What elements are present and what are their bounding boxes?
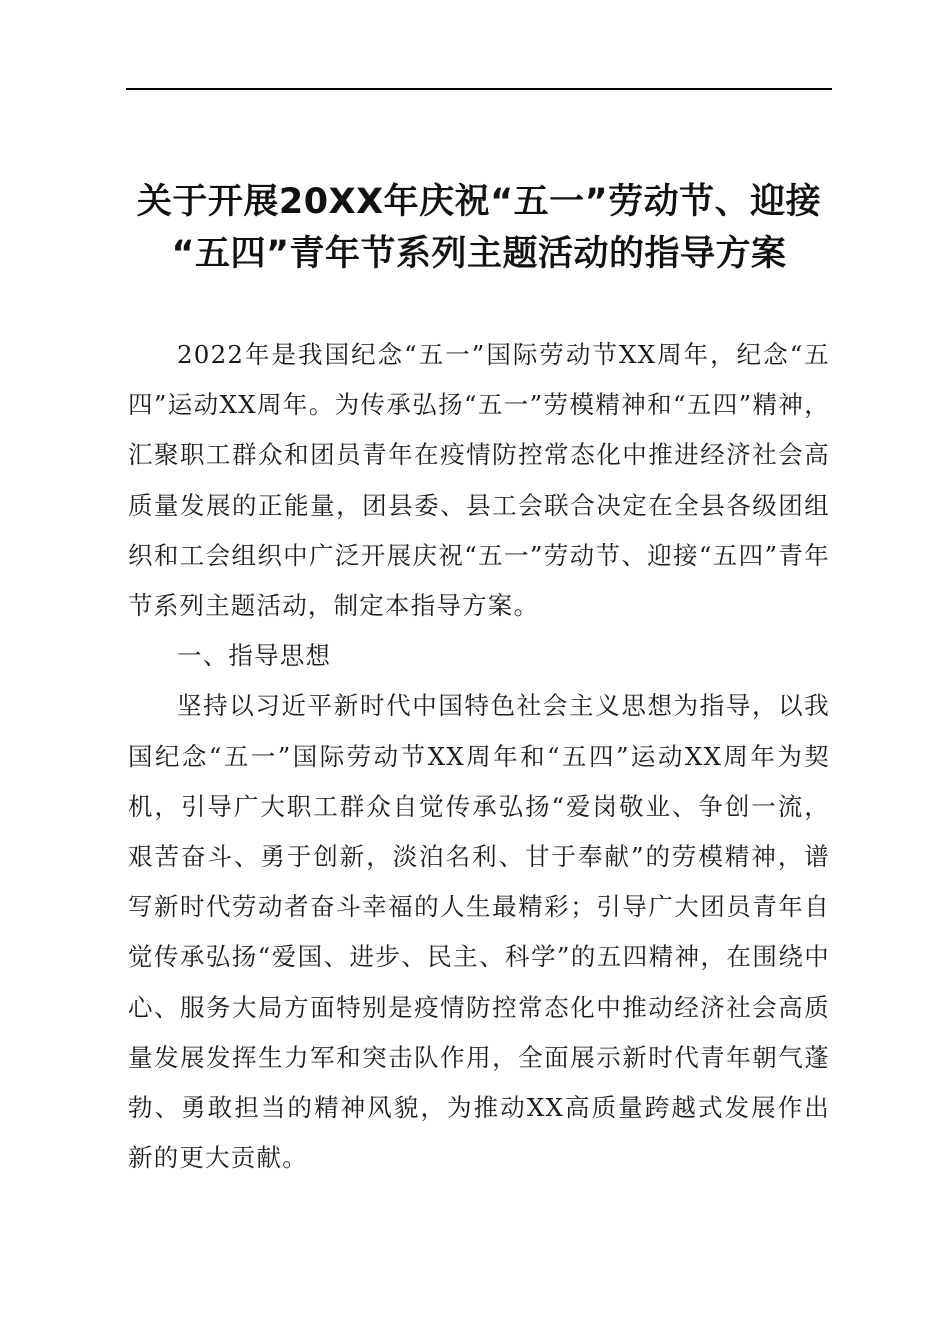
guiding-ideology-paragraph: 坚持以习近平新时代中国特色社会主义思想为指导，以我国纪念“五一”国际劳动节XX周年和“五四”运动XX周年为契机，引导广大职工群众自觉传承弘扬“爱岗敬业、争创一流，艰苦奋斗、勇于创新，淡泊名利、甘于奉献”的劳模精神，谱写新时代劳动者奋斗幸福的人生最精彩；引导广大团员青年自觉传承弘扬“爱国、进步、民主、科学”的五四精神，在围绕中心、服务大局方面特别是疫情防控常态化中推动经济社会高质量发展发挥生力军和突击队作用，全面展示新时代青年朝气蓬勃、勇敢担当的精神风貌，为推动XX高质量跨越式发展作出新的更大贡献。 [128, 691, 830, 1173]
document-body [128, 330, 830, 1183]
title-line-1: 关于开展20XX年庆祝“五一”劳动节、迎接 [136, 182, 822, 222]
title-line-2: “五四”青年节系列主题活动的指导方案 [171, 234, 787, 274]
intro-paragraph: 2022年是我国纪念“五一”国际劳动节XX周年，纪念“五四”运动XX周年。为传承弘扬“五一”劳模精神和“五四”精神，汇聚职工群众和团员青年在疫情防控常态化中推进经济社会高质量发展的正能量，团县委、县工会联合决定在全县各级团组织和工会组织中广泛开展庆祝“五一”劳动节、迎接“五四”青年节系列主题活动，制定本指导方案。 [128, 340, 830, 621]
document-title [120, 176, 838, 280]
section-heading-guiding-ideology: 一、指导思想 [177, 641, 332, 671]
header-rule [126, 88, 832, 90]
